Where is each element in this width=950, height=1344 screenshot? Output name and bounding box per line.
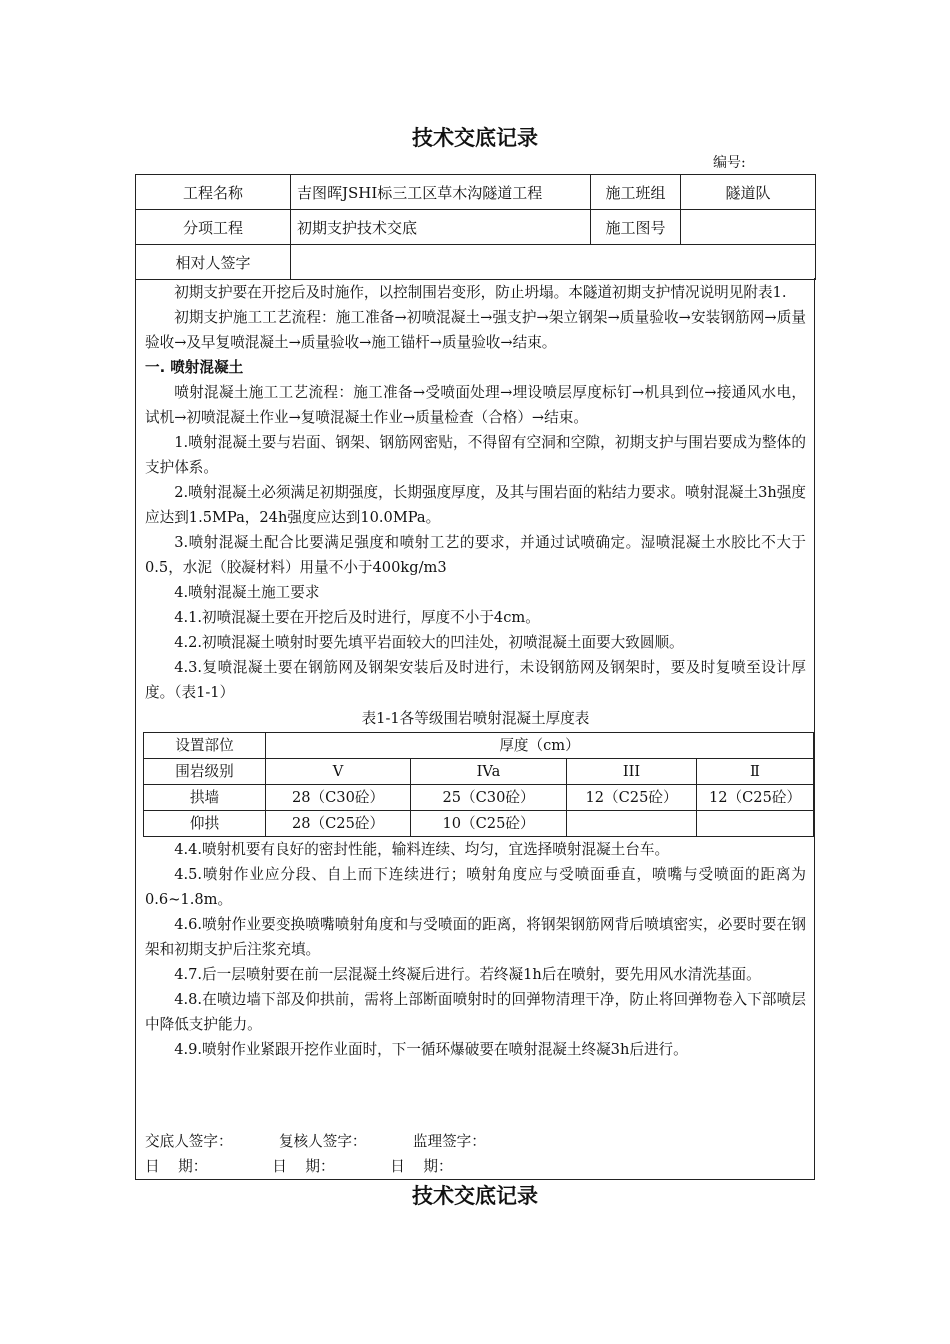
paragraph: 4.5.喷射作业应分段、自上而下连续进行；喷射角度应与受喷面垂直，喷嘴与受喷面的距离为0.6~1.8m。 xyxy=(145,866,806,908)
table-caption: 表1-1各等级围岩喷射混凝土厚度表 xyxy=(361,710,590,727)
table-row xyxy=(144,785,814,811)
table-cell: 28（C25砼） xyxy=(266,811,411,837)
signature-line: 交底人签字： 复核人签字： 监理签字： xyxy=(145,1133,486,1150)
counterpart-sign-label: 相对人签字 xyxy=(136,245,291,280)
table-cell: 12（C25砼） xyxy=(697,785,814,811)
counterpart-sign-value xyxy=(291,245,816,280)
table-cell: V xyxy=(266,759,411,785)
paragraph: 初期支护施工工艺流程：施工准备→初喷混凝土→强支护→架立钢架→质量验收→安装钢筋网→质量验收→及早复喷混凝土→质量验收→施工锚杆→质量验收→结束。 xyxy=(145,309,806,351)
footer-title: 技术交底记录 xyxy=(412,1184,538,1208)
table-cell: III xyxy=(567,759,697,785)
table-cell: Ⅱ xyxy=(697,759,814,785)
table-cell xyxy=(697,811,814,837)
table-row xyxy=(136,245,816,280)
table-row xyxy=(144,759,814,785)
table-row xyxy=(144,733,814,759)
drawing-number-label: 施工图号 xyxy=(591,210,681,245)
project-name-label: 工程名称 xyxy=(136,175,291,210)
table-cell xyxy=(567,811,697,837)
subitem-label: 分项工程 xyxy=(136,210,291,245)
table-cell: 拱墙 xyxy=(144,785,266,811)
drawing-number-value xyxy=(681,210,816,245)
table-cell: 厚度（cm） xyxy=(266,733,814,759)
paragraph: 喷射混凝土施工工艺流程：施工准备→受喷面处理→埋设喷层厚度标钉→机具到位→接通风水电，试机→初喷混凝土作业→复喷混凝土作业→质量检查（合格）→结束。 xyxy=(145,384,806,426)
paragraph: 2.喷射混凝土必须满足初期强度，长期强度厚度，及其与围岩面的粘结力要求。喷射混凝土3h强度应达到1.5MPa，24h强度应达到10.0MPa。 xyxy=(145,484,806,526)
paragraph: 3.喷射混凝土配合比要满足强度和喷射工艺的要求，并通过试喷确定。湿喷混凝土水胶比不大于0.5，水泥（胶凝材料）用量不小于400kg/m3 xyxy=(145,534,806,576)
thickness-table xyxy=(143,732,814,837)
table-cell: 仰拱 xyxy=(144,811,266,837)
paragraph: 4.7.后一层喷射要在前一层混凝土终凝后进行。若终凝1h后在喷射，要先用风水清洗基面。 xyxy=(174,966,761,983)
subitem-value: 初期支护技术交底 xyxy=(291,210,591,245)
paragraph: 1.喷射混凝土要与岩面、钢架、钢筋网密贴，不得留有空洞和空隙，初期支护与围岩要成为整体的支护体系。 xyxy=(145,434,806,476)
paragraph: 初期支护要在开挖后及时施作，以控制围岩变形，防止坍塌。本隧道初期支护情况说明见附表1. xyxy=(174,284,787,301)
table-cell: 25（C30砼） xyxy=(411,785,567,811)
table-cell: 10（C25砼） xyxy=(411,811,567,837)
header-table xyxy=(135,174,816,280)
table-cell: 围岩级别 xyxy=(144,759,266,785)
paragraph: 4.8.在喷边墙下部及仰拱前，需将上部断面喷射时的回弹物清理干净，防止将回弹物卷入下部喷层中降低支护能力。 xyxy=(145,991,806,1033)
table-cell: IVa xyxy=(411,759,567,785)
table-cell: 设置部位 xyxy=(144,733,266,759)
section-heading: 一. 喷射混凝土 xyxy=(145,359,244,376)
table-row xyxy=(136,210,816,245)
table-row xyxy=(136,175,816,210)
team-label: 施工班组 xyxy=(591,175,681,210)
paragraph: 4.9.喷射作业紧跟开挖作业面时，下一循环爆破要在喷射混凝土终凝3h后进行。 xyxy=(174,1041,688,1058)
content-box xyxy=(135,278,815,1180)
paragraph: 4.6.喷射作业要变换喷嘴喷射角度和与受喷面的距离，将钢架钢筋网背后喷填密实，必要时要在钢架和初期支护后注浆充填。 xyxy=(145,916,806,958)
paragraph: 4.3.复喷混凝土要在钢筋网及钢架安装后及时进行，未设钢筋网及钢架时，要及时复喷至设计厚度。（表1-1） xyxy=(145,659,806,701)
paragraph: 4.2.初喷混凝土喷射时要先填平岩面较大的凹洼处，初喷混凝土面要大致圆顺。 xyxy=(174,634,684,651)
serial-number-label: 编号: xyxy=(713,155,746,171)
team-value: 隧道队 xyxy=(681,175,816,210)
table-cell: 12（C25砼） xyxy=(567,785,697,811)
table-cell: 28（C30砼） xyxy=(266,785,411,811)
paragraph: 4.1.初喷混凝土要在开挖后及时进行，厚度不小于4cm。 xyxy=(174,609,540,626)
document-title: 技术交底记录 xyxy=(412,126,538,150)
table-row xyxy=(144,811,814,837)
paragraph: 4.4.喷射机要有良好的密封性能，输料连续、均匀，宜选择喷射混凝土台车。 xyxy=(174,841,670,858)
date-line: 日 期： 日 期： 日 期： xyxy=(145,1158,453,1175)
paragraph: 4.喷射混凝土施工要求 xyxy=(174,584,320,601)
project-name-value: 吉图晖JSHI标三工区草木沟隧道工程 xyxy=(291,175,591,210)
